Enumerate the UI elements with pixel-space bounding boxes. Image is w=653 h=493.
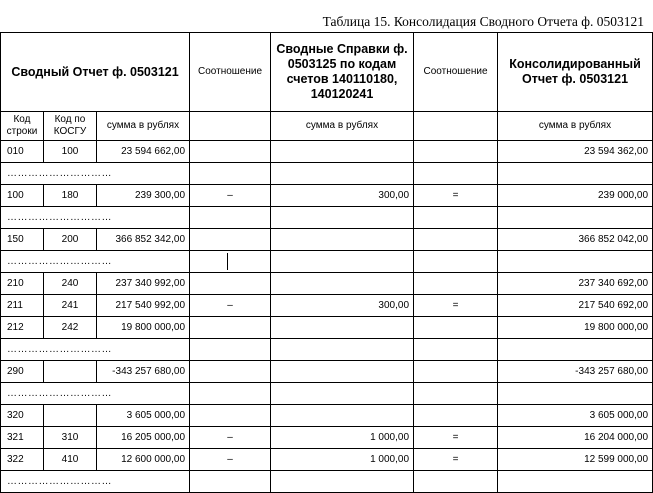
equals-operator-cell: = — [414, 427, 498, 449]
consolidated-sum-cell: 217 540 692,00 — [498, 295, 653, 317]
table-row — [1, 141, 653, 163]
ellipsis-cell: ………………………… — [1, 471, 190, 493]
consolidated-sum-cell: 16 204 000,00 — [498, 427, 653, 449]
minus-operator-cell — [190, 273, 271, 295]
empty-cell — [271, 251, 414, 273]
header-consolidated-report: Консолидированный Отчет ф. 0503121 — [498, 33, 653, 112]
empty-cell — [414, 383, 498, 405]
header-sum-3: сумма в рублях — [498, 112, 653, 141]
minus-operator-cell — [190, 361, 271, 383]
kosgu-code-cell: 200 — [44, 229, 97, 251]
table-row — [1, 185, 653, 207]
consolidated-sum-cell: 19 800 000,00 — [498, 317, 653, 339]
kosgu-code-cell: 180 — [44, 185, 97, 207]
ellipsis-cell: ………………………… — [1, 163, 190, 185]
table-caption: Таблица 15. Консолидация Сводного Отчета ф. 0503121 — [322, 14, 644, 29]
empty-cell — [414, 251, 498, 273]
ellipsis-cell: ………………………… — [1, 207, 190, 229]
minus-operator-cell: – — [190, 185, 271, 207]
consolidated-sum-cell: 237 340 692,00 — [498, 273, 653, 295]
line-code-cell: 321 — [1, 427, 44, 449]
line-code-cell: 322 — [1, 449, 44, 471]
empty-cell — [414, 471, 498, 493]
line-code-cell: 150 — [1, 229, 44, 251]
consolidated-sum-cell: 239 000,00 — [498, 185, 653, 207]
header-summary-references: Сводные Справки ф. 0503125 по кодам счетов 140110180, 140120241 — [271, 33, 414, 112]
kosgu-code-cell: 241 — [44, 295, 97, 317]
reference-sum-cell — [271, 229, 414, 251]
empty-cell — [190, 339, 271, 361]
line-code-cell: 210 — [1, 273, 44, 295]
table-row — [1, 405, 653, 427]
ellipsis-row — [1, 471, 653, 493]
empty-cell — [271, 471, 414, 493]
minus-operator-cell — [190, 229, 271, 251]
empty-cell — [498, 207, 653, 229]
line-code-cell: 212 — [1, 317, 44, 339]
sum-cell: 217 540 992,00 — [97, 295, 190, 317]
header-empty-2 — [414, 112, 498, 141]
consolidated-sum-cell: -343 257 680,00 — [498, 361, 653, 383]
empty-cell — [498, 339, 653, 361]
reference-sum-cell — [271, 273, 414, 295]
line-code-cell: 211 — [1, 295, 44, 317]
equals-operator-cell — [414, 229, 498, 251]
kosgu-code-cell — [44, 361, 97, 383]
consolidated-sum-cell: 23 594 362,00 — [498, 141, 653, 163]
empty-cell — [271, 383, 414, 405]
empty-cell — [498, 471, 653, 493]
table-row — [1, 427, 653, 449]
ellipsis-row — [1, 339, 653, 361]
reference-sum-cell — [271, 141, 414, 163]
sum-cell: 237 340 992,00 — [97, 273, 190, 295]
ellipsis-row — [1, 251, 653, 273]
ellipsis-row — [1, 383, 653, 405]
empty-cell — [498, 251, 653, 273]
header-row-sub — [1, 112, 653, 141]
reference-sum-cell: 1 000,00 — [271, 427, 414, 449]
table-row — [1, 361, 653, 383]
sum-cell: 16 205 000,00 — [97, 427, 190, 449]
minus-operator-cell — [190, 141, 271, 163]
kosgu-code-cell: 310 — [44, 427, 97, 449]
sum-cell: 3 605 000,00 — [97, 405, 190, 427]
reference-sum-cell: 300,00 — [271, 185, 414, 207]
reference-sum-cell: 300,00 — [271, 295, 414, 317]
header-kosgu-code: Код по КОСГУ — [44, 112, 97, 141]
line-code-cell: 010 — [1, 141, 44, 163]
header-summary-report: Сводный Отчет ф. 0503121 — [1, 33, 190, 112]
empty-cell — [271, 163, 414, 185]
reference-sum-cell: 1 000,00 — [271, 449, 414, 471]
equals-operator-cell: = — [414, 449, 498, 471]
reference-sum-cell — [271, 405, 414, 427]
kosgu-code-cell: 242 — [44, 317, 97, 339]
header-ratio-1: Соотношение — [190, 33, 271, 112]
empty-cell — [190, 163, 271, 185]
table-row — [1, 317, 653, 339]
empty-cell — [190, 251, 271, 273]
line-code-cell: 320 — [1, 405, 44, 427]
equals-operator-cell — [414, 273, 498, 295]
table-row — [1, 295, 653, 317]
empty-cell — [498, 383, 653, 405]
sum-cell: 366 852 342,00 — [97, 229, 190, 251]
ellipsis-row — [1, 207, 653, 229]
table-row — [1, 449, 653, 471]
table-row — [1, 273, 653, 295]
header-ratio-2: Соотношение — [414, 33, 498, 112]
minus-operator-cell: – — [190, 427, 271, 449]
equals-operator-cell — [414, 361, 498, 383]
empty-cell — [414, 207, 498, 229]
ellipsis-row — [1, 163, 653, 185]
consolidation-table — [0, 32, 653, 493]
sum-cell: 239 300,00 — [97, 185, 190, 207]
reference-sum-cell — [271, 361, 414, 383]
sum-cell: 19 800 000,00 — [97, 317, 190, 339]
table-row — [1, 229, 653, 251]
consolidated-sum-cell: 12 599 000,00 — [498, 449, 653, 471]
minus-operator-cell — [190, 405, 271, 427]
kosgu-code-cell — [44, 405, 97, 427]
reference-sum-cell — [271, 317, 414, 339]
empty-cell — [414, 163, 498, 185]
equals-operator-cell — [414, 141, 498, 163]
ellipsis-cell: ………………………… — [1, 251, 190, 273]
kosgu-code-cell: 410 — [44, 449, 97, 471]
header-empty-1 — [190, 112, 271, 141]
empty-cell — [271, 207, 414, 229]
text-cursor — [227, 253, 228, 270]
kosgu-code-cell: 100 — [44, 141, 97, 163]
sum-cell: 23 594 662,00 — [97, 141, 190, 163]
minus-operator-cell: – — [190, 449, 271, 471]
empty-cell — [190, 207, 271, 229]
consolidated-sum-cell: 3 605 000,00 — [498, 405, 653, 427]
empty-cell — [271, 339, 414, 361]
consolidated-sum-cell: 366 852 042,00 — [498, 229, 653, 251]
equals-operator-cell — [414, 317, 498, 339]
empty-cell — [190, 383, 271, 405]
header-sum-2: сумма в рублях — [271, 112, 414, 141]
empty-cell — [498, 163, 653, 185]
kosgu-code-cell: 240 — [44, 273, 97, 295]
minus-operator-cell — [190, 317, 271, 339]
sum-cell: 12 600 000,00 — [97, 449, 190, 471]
ellipsis-cell: ………………………… — [1, 383, 190, 405]
header-sum-1: сумма в рублях — [97, 112, 190, 141]
header-line-code: Код строки — [1, 112, 44, 141]
header-row-main — [1, 33, 653, 112]
sum-cell: -343 257 680,00 — [97, 361, 190, 383]
line-code-cell: 100 — [1, 185, 44, 207]
equals-operator-cell: = — [414, 295, 498, 317]
equals-operator-cell: = — [414, 185, 498, 207]
minus-operator-cell: – — [190, 295, 271, 317]
ellipsis-cell: ………………………… — [1, 339, 190, 361]
line-code-cell: 290 — [1, 361, 44, 383]
empty-cell — [414, 339, 498, 361]
equals-operator-cell — [414, 405, 498, 427]
empty-cell — [190, 471, 271, 493]
